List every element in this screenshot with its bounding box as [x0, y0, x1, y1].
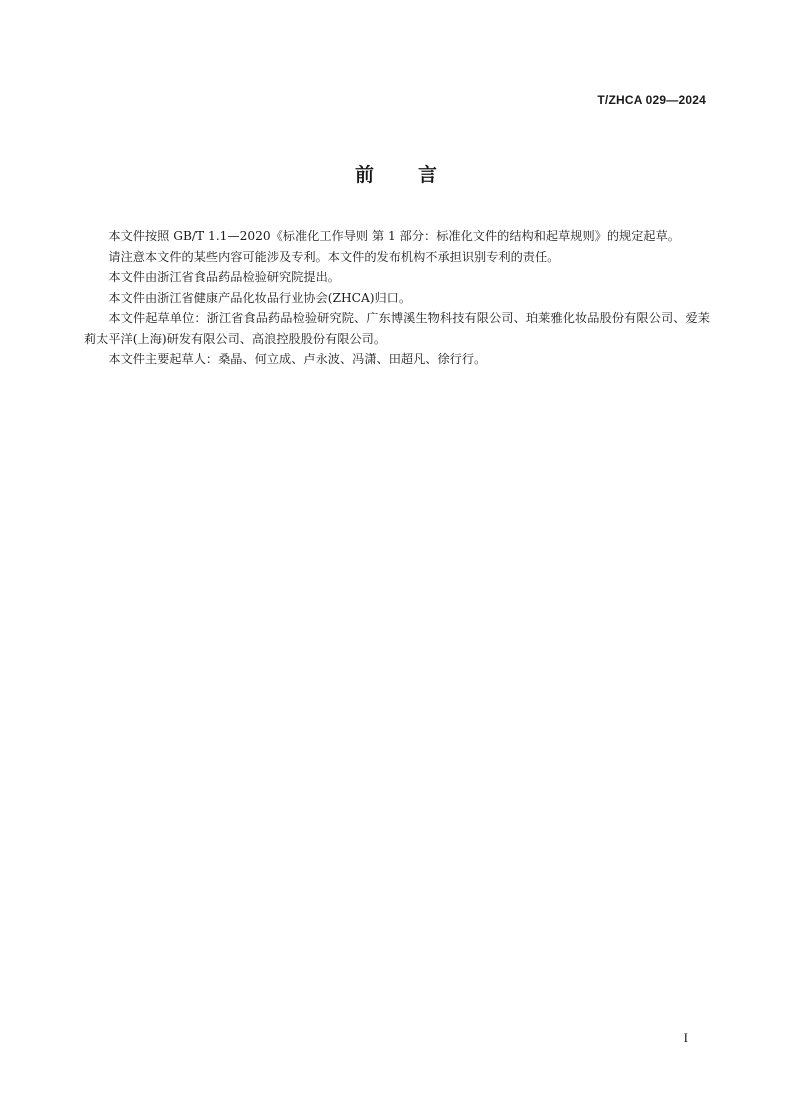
foreword-body [84, 226, 710, 370]
title-part-2: 言 [418, 164, 438, 186]
paragraph-centralized-unit: 本文件由浙江省健康产品化妆品行业协会(ZHCA)归口。 [108, 290, 412, 305]
paragraph-patent-notice: 请注意本文件的某些内容可能涉及专利。本文件的发布机构不承担识别专利的责任。 [108, 249, 560, 264]
page-title [0, 160, 792, 187]
paragraph-proposer: 本文件由浙江省食品药品检验研究院提出。 [108, 270, 340, 284]
title-part-1: 前 [354, 164, 374, 186]
paragraph-drafting-units: 本文件起草单位：浙江省食品药品检验研究院、广东博溪生物科技有限公司、珀莱雅化妆品股份有限公司、爱茉莉太平洋(上海)研发有限公司、高浪控股股份有限公司。 [84, 311, 710, 346]
standard-code: T/ZHCA 029—2024 [597, 93, 706, 107]
page-number: I [683, 1030, 688, 1045]
paragraph-drafters: 本文件主要起草人：桑晶、何立成、卢永波、冯潇、田超凡、徐行行。 [108, 352, 487, 366]
paragraph-drafting-rules: 本文件按照 GB/T 1.1—2020《标准化工作导则 第 1 部分：标准化文件的结构和起草规则》的规定起草。 [108, 229, 680, 243]
